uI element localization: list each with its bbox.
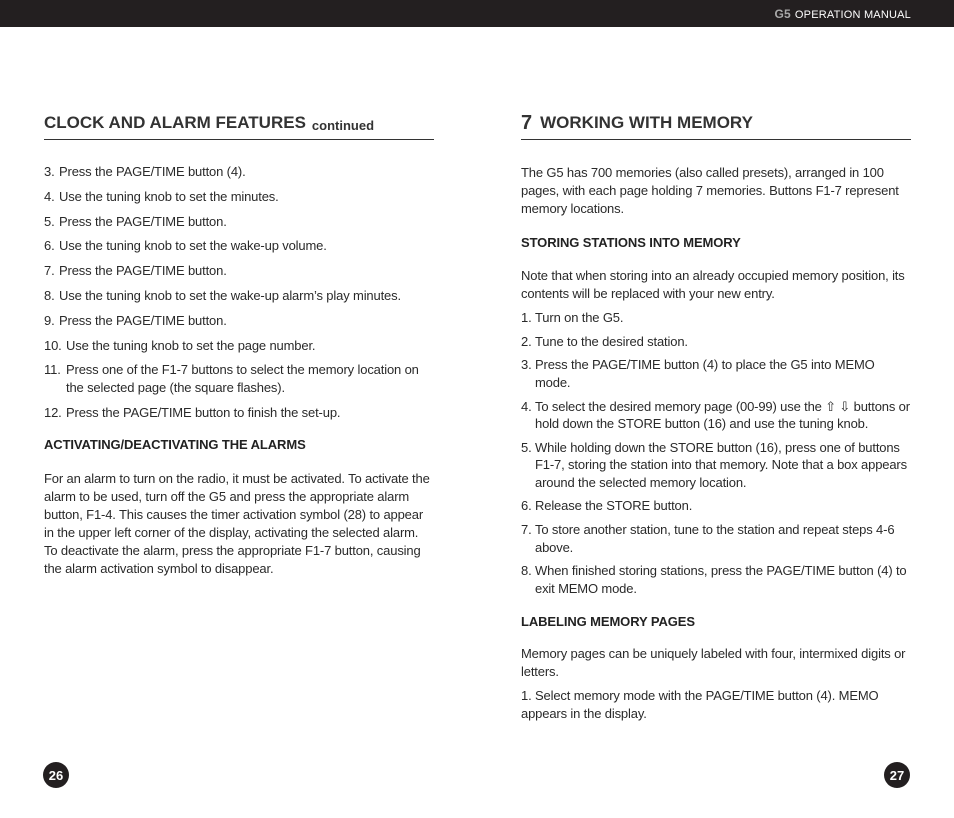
step-number: 10. (44, 337, 62, 353)
step-text: Press the PAGE/TIME button. (59, 213, 227, 229)
heading-text: WORKING WITH MEMORY (540, 113, 753, 132)
step-item (521, 521, 911, 556)
labeling-paragraph: Memory pages can be uniquely labeled with four, intermixed digits or letters. (521, 646, 906, 680)
memory-intro: The G5 has 700 memories (also called presets), arranged in 100 pages, with each page holding 7 memories. Buttons F1-7 represent memory locations. (521, 165, 899, 216)
step-item (521, 398, 911, 433)
heading-suffix: continued (311, 118, 375, 133)
step-text: Press the PAGE/TIME button. (59, 312, 227, 328)
step-text: While holding down the STORE button (16), press one of buttons F1-7, storing the station into that memory. Note that a box appears around the selected memory location. (535, 439, 907, 490)
step-text: To store another station, tune to the station and repeat steps 4-6 above. (535, 522, 895, 555)
step-text: Press the PAGE/TIME button to finish the set-up. (66, 404, 341, 420)
step-text: Turn on the G5. (535, 310, 624, 325)
step-number: 4. (44, 188, 55, 204)
step-item (44, 237, 434, 255)
storing-sub-heading: STORING STATIONS INTO MEMORY (521, 235, 741, 250)
step-number: 4. (521, 398, 532, 414)
step-item (44, 188, 434, 206)
left-section-heading (44, 108, 434, 140)
step-number: 6. (521, 498, 532, 514)
step-text: To select the desired memory page (00-99) use the ⇧ ⇩ buttons or hold down the STORE button (16) and use the tuning knob. (535, 398, 910, 432)
step-number: 9. (44, 312, 55, 328)
right-step-list (521, 309, 911, 597)
step-text: Use the tuning knob to set the wake-up alarm’s play minutes. (59, 287, 401, 303)
alarm-sub-heading: ACTIVATING/DEACTIVATING THE ALARMS (44, 437, 306, 453)
page-number-right: 27 (884, 762, 910, 788)
step-text: Release the STORE button. (535, 498, 693, 514)
left-step-list (44, 163, 434, 421)
step-item (44, 312, 434, 330)
step-item (521, 333, 911, 351)
step-item (521, 439, 911, 492)
labeling-sub-heading: LABELING MEMORY PAGES (521, 614, 695, 630)
step-text: Use the tuning knob to set the page number. (66, 337, 316, 353)
storing-note: Note that when storing into an already occupied memory position, its contents will be replaced with your new entry. (521, 268, 905, 301)
step-item (44, 337, 434, 355)
right-page-column (521, 108, 911, 723)
step-number: 8. (521, 563, 532, 579)
step-text: Use the tuning knob to set the minutes. (59, 188, 279, 204)
step-text: Press one of the F1-7 buttons to select the memory location on the selected page (the square flashes). (66, 362, 419, 395)
step-text: Use the tuning knob to set the wake-up volume. (59, 238, 327, 254)
step-item (521, 356, 911, 391)
step-text: When finished storing stations, press the PAGE/TIME button (4) to exit MEMO mode. (535, 563, 907, 596)
step-number: 2. (521, 333, 532, 349)
step-number: 8. (44, 287, 55, 303)
step-number: 5. (44, 213, 55, 229)
step-item (521, 309, 911, 327)
step-number: 3. (521, 357, 532, 373)
step-item (521, 497, 911, 515)
manual-label: OPERATION MANUAL (794, 9, 911, 21)
header-bar (0, 0, 954, 27)
step-number: 7. (44, 263, 55, 279)
right-section-heading (521, 108, 911, 140)
step-item (44, 163, 434, 181)
step-item (44, 404, 434, 422)
left-page-column (44, 108, 434, 578)
step-item (44, 361, 434, 396)
model-name: G5 (774, 7, 791, 21)
step-text: Press the PAGE/TIME button (4) to place the G5 into MEMO mode. (535, 357, 875, 390)
step-number: 11. (44, 362, 61, 378)
step-item (44, 262, 434, 280)
manual-title (775, 7, 912, 21)
section-number: 7 (521, 112, 533, 134)
step-text: Press the PAGE/TIME button. (59, 263, 227, 279)
step-text: Press the PAGE/TIME button (4). (59, 164, 246, 179)
step-number: 3. (44, 164, 55, 179)
step-number: 12. (44, 404, 62, 420)
step-number: 5. (521, 439, 532, 455)
step-item (44, 213, 434, 231)
labeling-step: 1. Select memory mode with the PAGE/TIME button (4). MEMO appears in the display. (521, 688, 879, 722)
step-item (521, 562, 911, 597)
alarm-paragraph: For an alarm to turn on the radio, it must be activated. To activate the alarm to be used, turn off the G5 and press the appropriate alarm button, F1-4. This causes the timer activation symbol (28) to appear in the upper left corner of the display, activating the selected alarm. To deactivate the alarm, press the appropriate F1-7 button, causing the alarm activation symbol to disappear. (44, 471, 430, 577)
step-number: 1. (521, 310, 532, 325)
step-item (44, 287, 434, 305)
heading-text: CLOCK AND ALARM FEATURES (44, 113, 306, 132)
step-text: Tune to the desired station. (535, 333, 688, 349)
page-number-left: 26 (43, 762, 69, 788)
step-number: 7. (521, 522, 532, 538)
step-number: 6. (44, 238, 55, 254)
